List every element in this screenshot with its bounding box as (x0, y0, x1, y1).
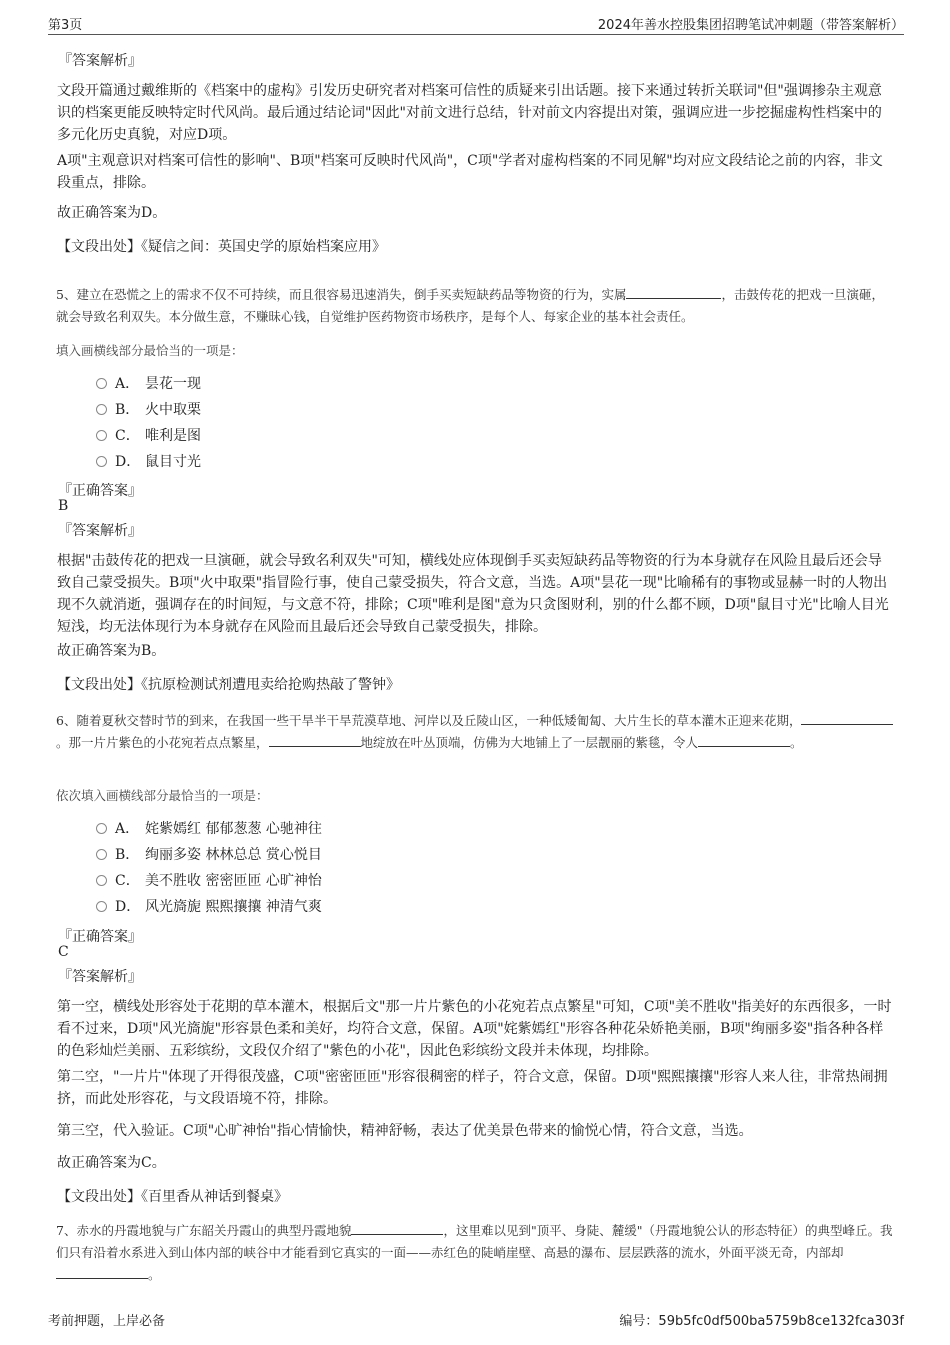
q6-option-c[interactable]: C． 美不胜收 密密匝匝 心旷神怡 (96, 871, 322, 891)
q7-stem: 7、赤水的丹霞地貌与广东韶关丹霞山的典型丹霞地貌 ，这里难以见到"顶平、身陡、麓缓"（丹霞地貌公认的形态特征）的典型峰丘。我们只有沿着水系进入到山体内部的峡谷中才能看到它真实的一面——赤红色的陡峭崖壁、高悬的瀑布、层层跌落的流水，外面平淡无奇，内部却。 (56, 1223, 893, 1282)
q6-analysis-p2: 第二空，"一片片"体现了开得很茂盛，C项"密密匝匝"形容很稠密的样子，符合文意，保留。D项"熙熙攘攘"形容人来人往，非常热闹拥挤，而此处形容花，与文段语境不符，排除。 (57, 1069, 888, 1107)
q6-analysis-p4: 故正确答案为C。 (57, 1155, 166, 1171)
q5-answer: B (58, 498, 69, 514)
q5-blank (626, 286, 721, 299)
q5-stem: 5、建立在恐慌之上的需求不仅不可持续，而且很容易迅速消失，倒手买卖短缺药品等物资的行为，实属 ，击鼓传花的把戏一旦演砸，就会导致名利双失。本分做生意，不赚昧心钱，自觉维护医药物资市场秩序，是每个人、每家企业的基本社会责任。 (56, 287, 884, 324)
q6-answer-label: 『正确答案』 (58, 929, 142, 945)
q6-stem: 6、随着夏秋交替时节的到来，在我国一些干旱半干旱荒漠草地、河岸以及丘陵山区，一种低矮匍匐、大片生长的草本灌木正迎来花期，。那一片片紫色的小花宛若点点繁星， 地绽放在叶丛顶端，仿佛为大地铺上了一层靓丽的紫毯，令人 。 (56, 710, 894, 754)
q6-analysis-p3: 第三空，代入验证。C项"心旷神怡"指心情愉快，精神舒畅，表达了优美景色带来的愉悦心情，符合文意，当选。 (57, 1123, 753, 1139)
radio-icon[interactable] (96, 849, 107, 860)
q6-analysis-p1: 第一空，横线处形容处于花期的草本灌木，根据后文"那一片片紫色的小花宛若点点繁星"可知，C项"美不胜收"指美好的东西很多，一时看不过来，D项"风光旖旎"形容景色柔和美好，均符合文意，保留。A项"姹紫嫣红"形容各种花朵娇艳美丽，B项"绚丽多姿"指各种各样的色彩灿烂美丽、五彩缤纷，文段仅介绍了"紫色的小花"，因此色彩缤纷文段并未体现，均排除。 (57, 999, 892, 1059)
q5-option-d[interactable]: D． 鼠目寸光 (96, 452, 201, 472)
q4-source: 【文段出处】《疑信之间：英国史学的原始档案应用》 (57, 239, 386, 255)
q6-answer: C (58, 944, 69, 960)
q5-option-b[interactable]: B． 火中取栗 (96, 400, 201, 420)
radio-icon[interactable] (96, 378, 107, 389)
q5-source: 【文段出处】《抗原检测试剂遭甩卖给抢购热敲了警钟》 (57, 677, 400, 693)
q5-ask: 填入画横线部分最恰当的一项是： (56, 343, 244, 358)
q6-source: 【文段出处】《百里香从神话到餐桌》 (57, 1189, 288, 1205)
q6-option-a[interactable]: A． 姹紫嫣红 郁郁葱葱 心驰神往 (96, 819, 322, 839)
q6-blank-2 (269, 734, 361, 747)
q6-blank-1 (801, 712, 893, 725)
q5-option-a[interactable]: A． 昙花一现 (96, 374, 201, 394)
q4-analysis-label: 『答案解析』 (58, 53, 142, 69)
footer-code: 编号：59b5fc0df500ba5759b8ce132fca303f (619, 1314, 904, 1329)
q5-analysis-label: 『答案解析』 (58, 523, 142, 539)
q5-analysis-p2: 故正确答案为B。 (57, 643, 166, 659)
page-header (48, 12, 904, 35)
radio-icon[interactable] (96, 404, 107, 415)
q7-blank-2 (56, 1266, 148, 1279)
q5-option-c[interactable]: C． 唯利是图 (96, 426, 201, 446)
q6-ask: 依次填入画横线部分最恰当的一项是： (56, 788, 269, 803)
q4-analysis-p2: A项"主观意识对档案可信性的影响"、B项"档案可反映时代风尚"，C项"学者对虚构档案的不同见解"均对应文段结论之前的内容，非文段重点，排除。 (57, 153, 883, 191)
radio-icon[interactable] (96, 875, 107, 886)
radio-icon[interactable] (96, 430, 107, 441)
q4-analysis-p3: 故正确答案为D。 (57, 205, 167, 221)
q4-analysis-p1: 文段开篇通过戴维斯的《档案中的虚构》引发历史研究者对档案可信性的质疑来引出话题。接下来通过转折关联词"但"强调掺杂主观意识的档案更能反映特定时代风尚。最后通过结论词"因此"对前文进行总结，针对前文内容提出对策，强调应进一步挖掘虚构性档案中的多元化历史真貌，对应D项。 (57, 83, 882, 143)
q7-blank-1 (351, 1222, 443, 1235)
footer-slogan: 考前押题，上岸必备 (48, 1314, 166, 1329)
q6-analysis-label: 『答案解析』 (58, 969, 142, 985)
page-number: 第3页 (48, 18, 83, 33)
radio-icon[interactable] (96, 901, 107, 912)
radio-icon[interactable] (96, 456, 107, 467)
q6-option-b[interactable]: B． 绚丽多姿 林林总总 赏心悦目 (96, 845, 322, 865)
q5-analysis-p1: 根据"击鼓传花的把戏一旦演砸，就会导致名利双失"可知，横线处应体现倒手买卖短缺药品等物资的行为本身就存在风险且最后还会导致自己蒙受损失。B项"火中取栗"指冒险行事，使自己蒙受损失，符合文意，当选。A项"昙花一现"比喻稀有的事物或显赫一时的人物出现不久就消逝，强调存在的时间短，与文意不符，排除；C项"唯利是图"意为只贪图财利，别的什么都不顾，D项"鼠目寸光"比喻人目光短浅，均无法体现行为本身就存在风险而且最后还会导致自己蒙受损失，排除。 (57, 553, 889, 635)
q6-option-d[interactable]: D． 风光旖旎 熙熙攘攘 神清气爽 (96, 897, 322, 917)
q6-blank-3 (698, 734, 790, 747)
q5-answer-label: 『正确答案』 (58, 483, 142, 499)
radio-icon[interactable] (96, 823, 107, 834)
document-title: 2024年善水控股集团招聘笔试冲刺题（带答案解析） (597, 18, 904, 33)
